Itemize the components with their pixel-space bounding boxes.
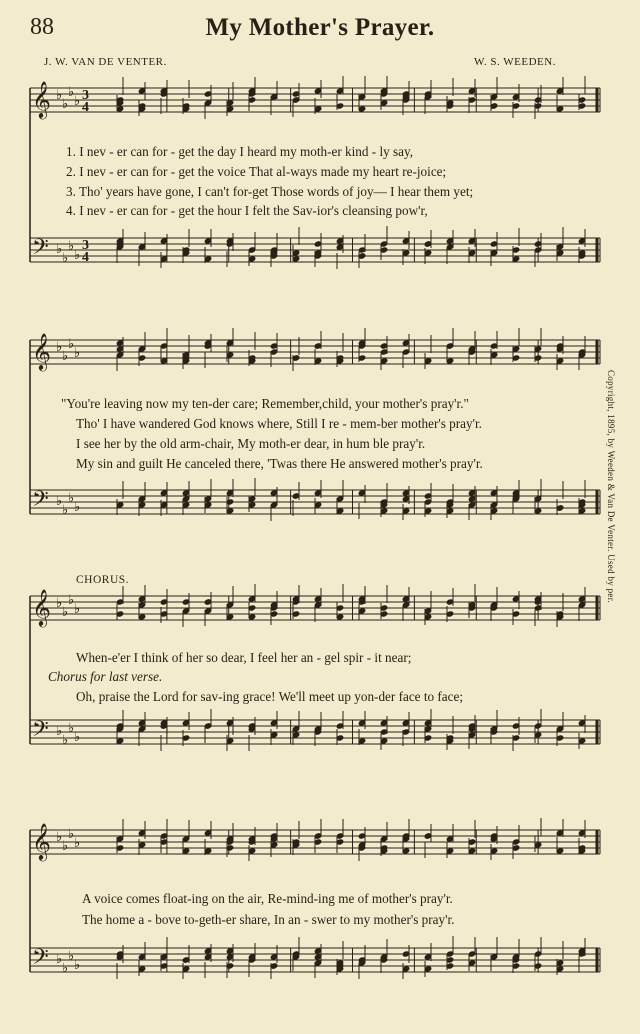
verse-1-line-1: 1. I nev - er can for - get the day I heard my moth-er kind - ly say, [66,144,414,159]
verse-3-line-2: I see her by the old arm-chair, My moth-er dear, in hum ble pray'r. [76,436,426,451]
chorus-line-2: A voice comes float-ing on the air, Re-mind-ing me of mother's pray'r. [82,891,453,906]
verse-2-line-1: 2. I nev - er can for - get the voice That al-ways made my heart re-joice; [66,164,447,179]
svg-text:♭: ♭ [62,96,69,111]
svg-text:♭: ♭ [56,595,63,610]
treble-clef-icon: 𝄞 [32,332,51,370]
svg-text:4: 4 [82,250,89,265]
svg-text:♭: ♭ [74,835,81,850]
chorus-alt-line-2: The home a - bove to-geth-er share, In an - swer to my mother's pray'r. [82,912,455,927]
bass-clef-icon: 𝄢 [32,487,49,517]
svg-text:♭: ♭ [74,345,81,360]
verse-4-line-2: My sin and guilt He canceled there, 'Twas there He answered mother's pray'r. [76,456,483,471]
chorus-alt-line-1: Oh, praise the Lord for sav-ing grace! We'll meet up yon-der face to face; [76,689,464,704]
svg-text:♭: ♭ [68,592,75,607]
svg-text:♭: ♭ [56,87,63,102]
svg-text:♭: ♭ [62,838,69,853]
svg-text:♭: ♭ [74,729,81,744]
chorus-last-verse-label: Chorus for last verse. [48,669,163,684]
svg-text:♭: ♭ [68,336,75,351]
svg-text:4: 4 [82,100,89,115]
svg-text:♭: ♭ [62,960,69,975]
svg-text:♭: ♭ [74,957,81,972]
verse-1-line-2: "You're leaving now my ten-der care; Remember,child, your mother's pray'r." [61,396,469,411]
verse-3-line-1: 3. Tho' years have gone, I can't for-get Those words of joy— I hear them yet; [66,184,474,199]
lyricist-credit: J. W. VAN DE VENTER. [44,56,167,68]
copyright-notice: Copyright, 1895, by Weeden & Van De Venter. Used by per. [606,370,616,604]
svg-text:♭: ♭ [68,826,75,841]
svg-text:♭: ♭ [56,493,63,508]
treble-clef-icon: 𝄞 [32,822,51,860]
bass-clef-icon: 𝄢 [32,235,49,265]
svg-text:♭: ♭ [56,723,63,738]
page-number: 88 [30,14,54,40]
bass-clef-icon: 𝄢 [32,717,49,747]
composer-credit: W. S. WEEDEN. [474,56,556,68]
svg-text:♭: ♭ [68,238,75,253]
svg-text:3: 3 [82,238,89,253]
svg-text:♭: ♭ [56,951,63,966]
svg-text:♭: ♭ [62,604,69,619]
svg-text:♭: ♭ [74,601,81,616]
svg-text:♭: ♭ [62,348,69,363]
bass-clef-icon: 𝄢 [32,945,49,975]
svg-text:3: 3 [82,88,89,103]
svg-text:♭: ♭ [68,948,75,963]
svg-text:♭: ♭ [56,241,63,256]
chorus-label: CHORUS. [76,574,130,586]
svg-text:♭: ♭ [62,502,69,517]
svg-text:♭: ♭ [74,499,81,514]
svg-text:♭: ♭ [62,732,69,747]
svg-text:♭: ♭ [74,247,81,262]
verse-4-line-1: 4. I nev - er can for - get the hour I felt the Sav-ior's cleansing pow'r, [66,203,428,218]
treble-clef-icon: 𝄞 [32,588,51,626]
svg-text:♭: ♭ [68,490,75,505]
svg-text:♭: ♭ [56,829,63,844]
svg-text:♭: ♭ [68,720,75,735]
svg-text:♭: ♭ [62,250,69,265]
treble-clef-icon: 𝄞 [32,80,51,118]
svg-text:♭: ♭ [68,84,75,99]
verse-2-line-2: Tho' I have wandered God knows where, Still I re - mem-ber mother's pray'r. [76,416,482,431]
hymn-title: My Mother's Prayer. [205,14,435,41]
svg-text:♭: ♭ [74,93,81,108]
chorus-line-1: When-e'er I think of her so dear, I feel her an - gel spir - it near; [76,650,412,665]
svg-text:♭: ♭ [56,339,63,354]
